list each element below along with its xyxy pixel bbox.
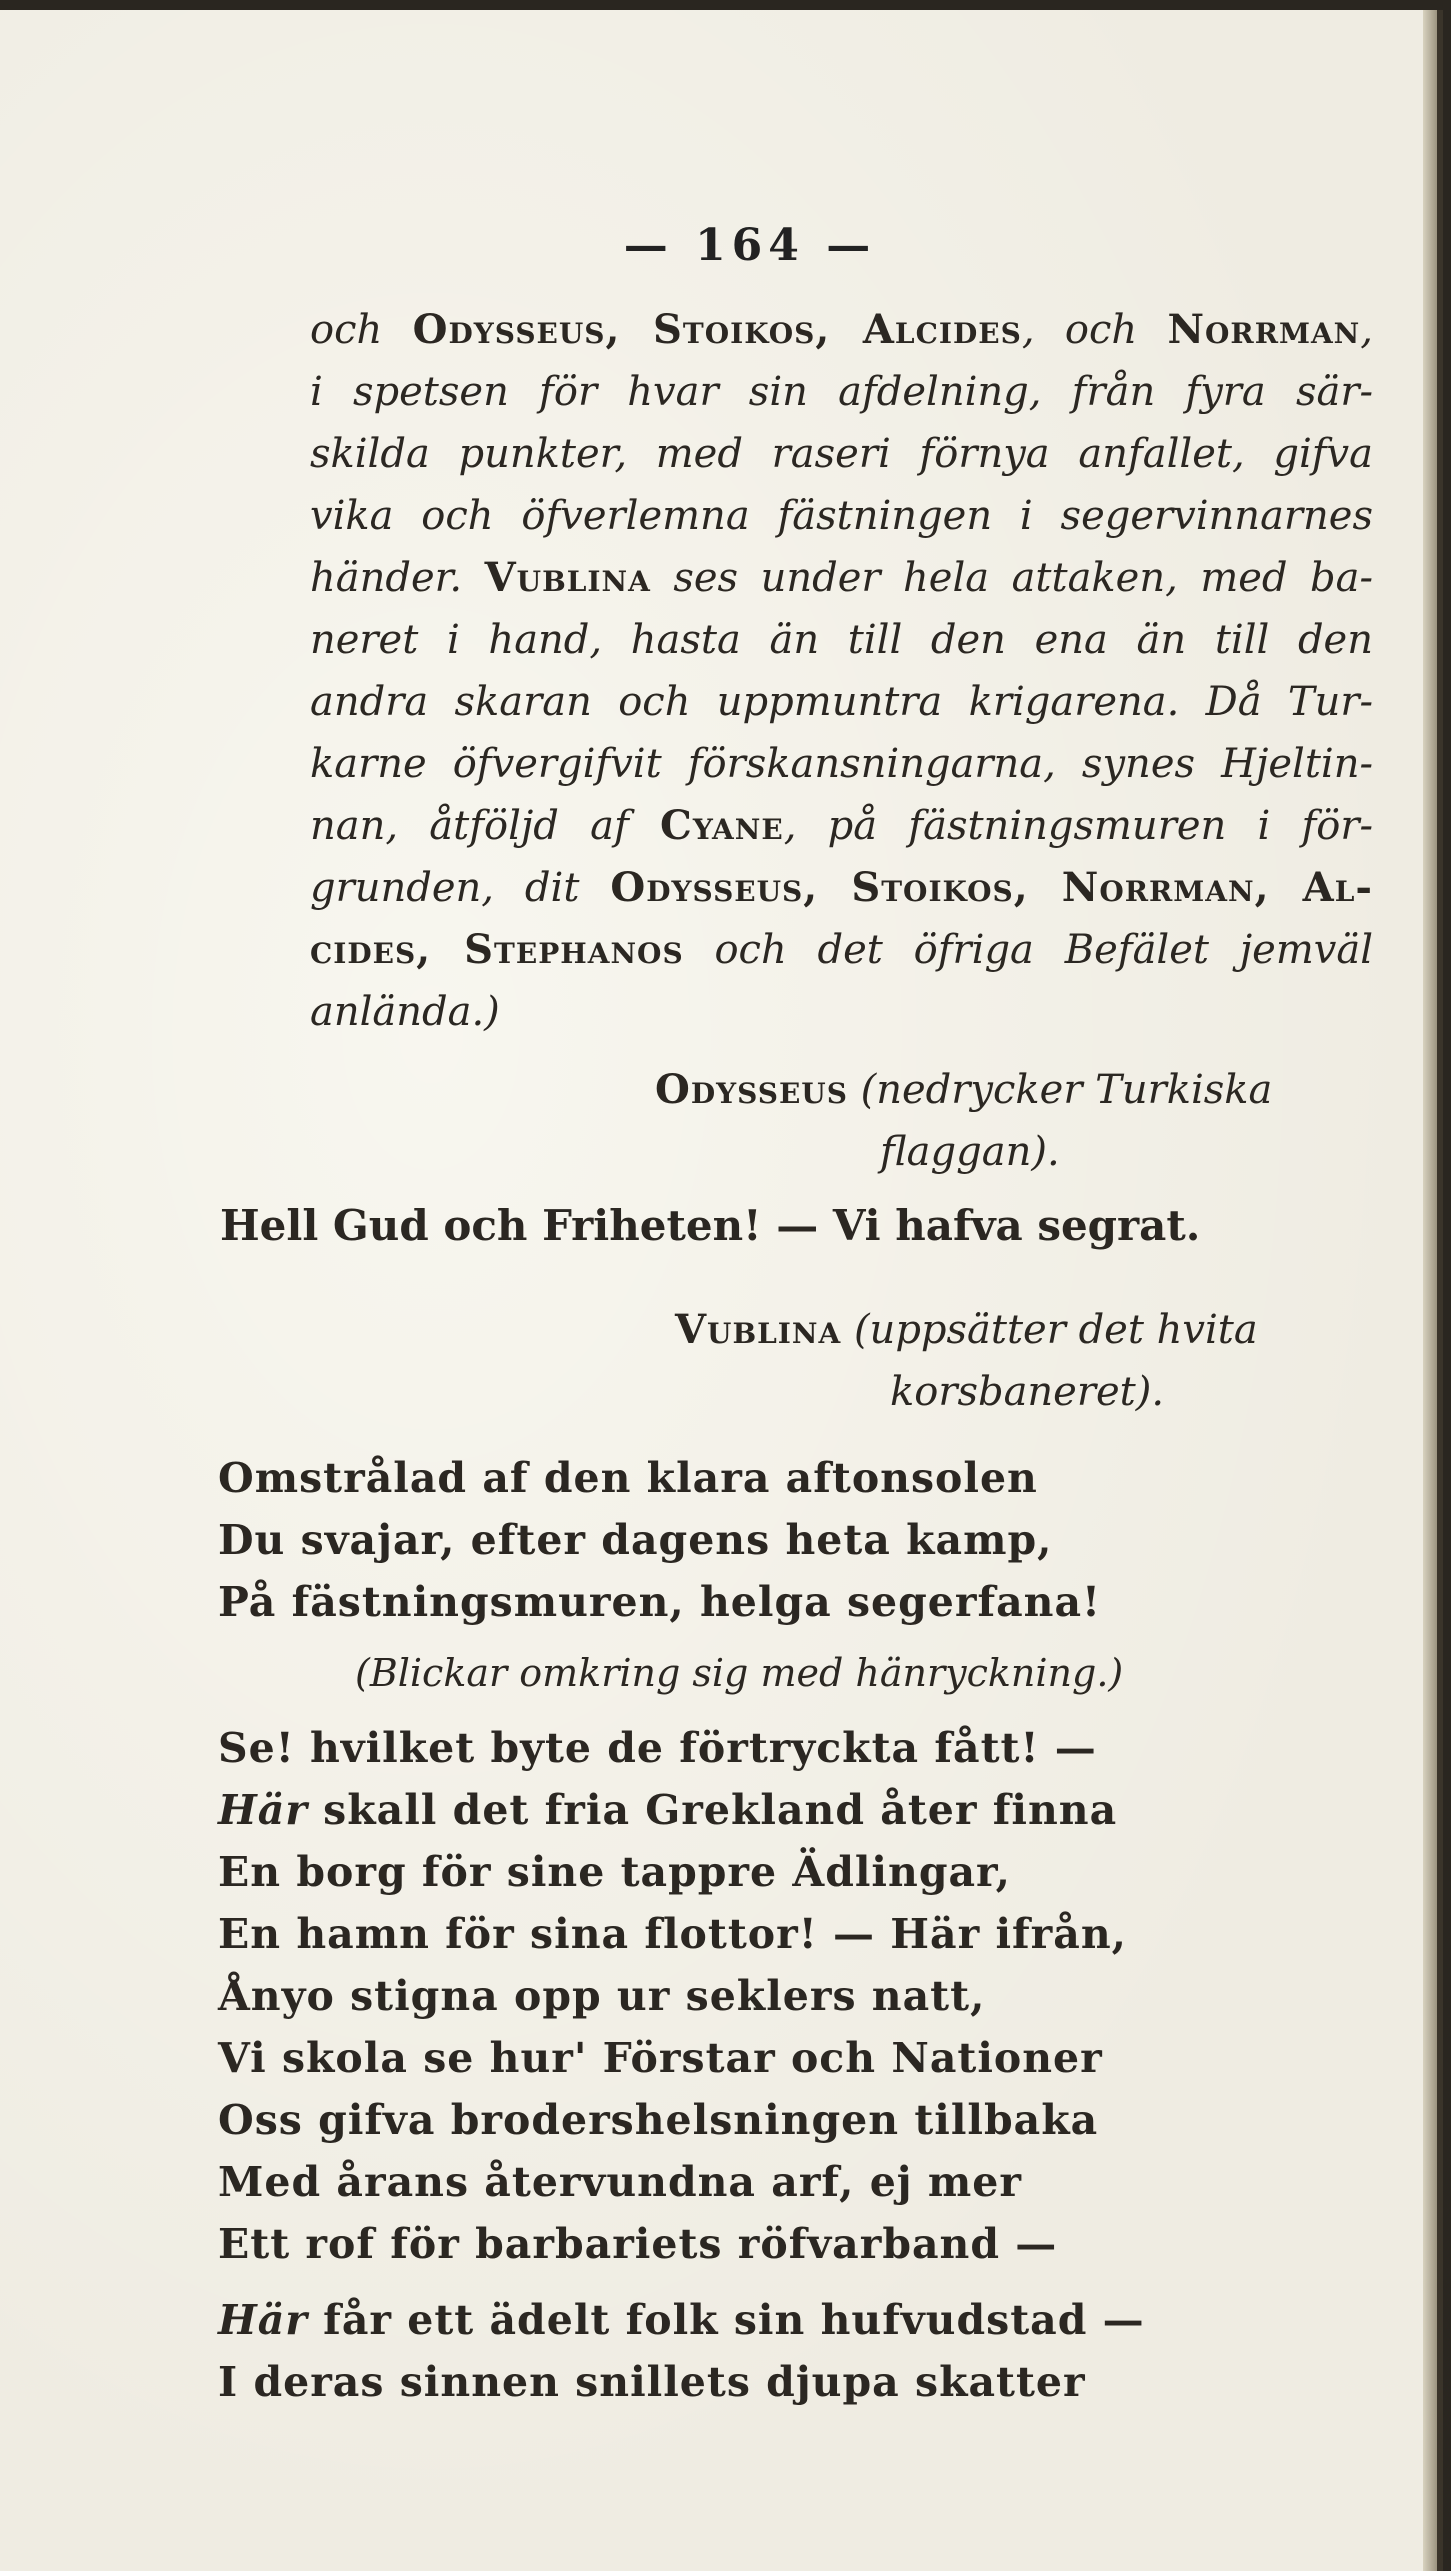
page-edge (1423, 10, 1437, 2571)
stage-direction-2: (Blickar omkring sig med hänryckning.) (355, 1651, 1124, 1695)
verse-line: En borg för sine tappre Ädlingar, (218, 1848, 1011, 1896)
stage-line-10: grunden, dit Odysseus, Stoikos, Norrman, Al- (310, 864, 1374, 911)
stage-line-8: karne öfvergifvit förskansningarna, synes Hjeltin- (310, 741, 1373, 787)
verse-line: Vi skola se hur' Förstar och Nationer (218, 2034, 1103, 2082)
stage-line-5: händer. Vublina ses under hela attaken, med ba- (310, 554, 1374, 601)
verse-line: En hamn för sina flottor! — Här ifrån, (218, 1910, 1127, 1958)
verse-line: Här får ett ädelt folk sin hufvudstad — (218, 2296, 1145, 2344)
verse-line: Du svajar, efter dagens heta kamp, (218, 1516, 1053, 1564)
page-number: — 164 — (623, 220, 877, 271)
stage-line-2: i spetsen för hvar sin afdelning, från fyra sär- (310, 369, 1373, 415)
speaker-vublina: Vublina (uppsätter det hvita (675, 1306, 1258, 1353)
stage-line-11: cides, Stephanos och det öfriga Befälet jemväl (310, 926, 1373, 973)
verse-line: Ånyo stigna opp ur seklers natt, (218, 1972, 986, 2020)
verse-line: På fästningsmuren, helga segerfana! (218, 1578, 1102, 1626)
verse-line: Ett rof för barbariets röfvarband — (218, 2220, 1058, 2268)
verse-line: Här skall det fria Grekland åter finna (218, 1786, 1118, 1834)
verse-line: Se! hvilket byte de förtryckta fått! — (218, 1724, 1097, 1772)
stage-line-12: anlända.) (310, 989, 500, 1035)
speaker-odysseus-direction: flaggan). (880, 1129, 1060, 1175)
stage-line-1: och Odysseus, Stoikos, Alcides, och Norrman, (310, 306, 1373, 353)
speech-odysseus: Hell Gud och Friheten! — Vi hafva segrat. (220, 1201, 1201, 1250)
stage-line-9: nan, åtföljd af Cyane, på fästningsmuren i för- (310, 802, 1373, 849)
verse-line: Med årans återvundna arf, ej mer (218, 2158, 1022, 2206)
speaker-vublina-direction: korsbaneret). (890, 1369, 1165, 1415)
speaker-odysseus: Odysseus (nedrycker Turkiska (655, 1066, 1273, 1113)
stage-line-3: skilda punkter, med raseri förnya anfallet, gifva (310, 431, 1373, 477)
verse-line: Omstrålad af den klara aftonsolen (218, 1454, 1038, 1502)
verse-line: Oss gifva brodershelsningen tillbaka (218, 2096, 1099, 2144)
stage-line-6: neret i hand, hasta än till den ena än till den (310, 617, 1373, 663)
stage-line-4: vika och öfverlemna fästningen i segervinnarnes (310, 493, 1373, 539)
verse-line: I deras sinnen snillets djupa skatter (218, 2358, 1086, 2406)
book-page (0, 10, 1443, 2571)
stage-line-7: andra skaran och uppmuntra krigarena. Då Tur- (310, 679, 1373, 725)
